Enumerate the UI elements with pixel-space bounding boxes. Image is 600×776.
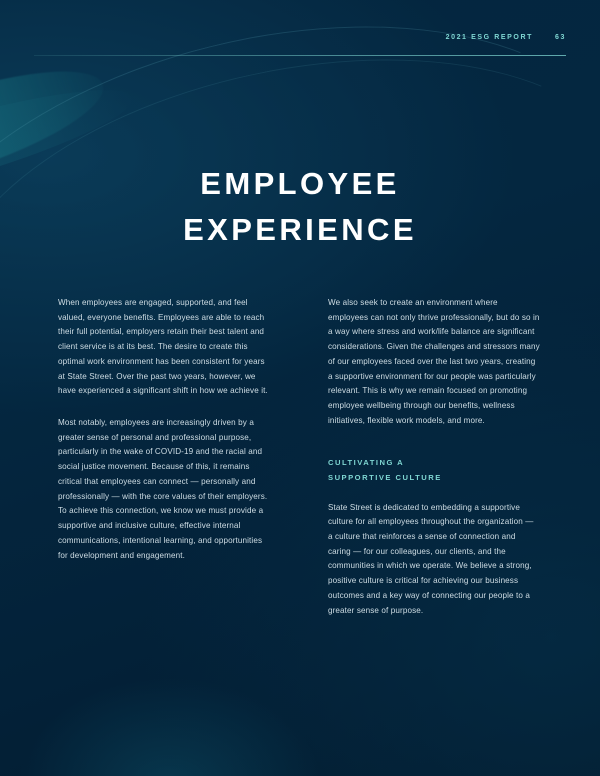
report-label: 2021 ESG REPORT (445, 34, 533, 41)
page-title-line-1: EMPLOYEE (200, 165, 400, 201)
header-divider (34, 55, 566, 56)
right-paragraph-2: State Street is dedicated to embedding a supportive culture for all employees throughout the organization — a culture that reinforces a sense of connection and caring — for our colleagues, our clients, and the communities in which we operate. We believe a strong, positive culture is critical for achieving our business outcomes and a key way of connecting our people to a greater sense of purpose. (328, 502, 534, 615)
decorative-glow-icon (0, 636, 380, 776)
page-header (34, 34, 566, 56)
page-title (0, 161, 600, 253)
left-paragraph-1: When employees are engaged, supported, and feel valued, everyone benefits. Employees are able to reach their full potential, employers retain their best talent and client service is at its best. The desire to create this optimal work environment has been consistent for years at State Street. Over the past two years, however, we have experienced a significant shift in how we achieve it. (58, 298, 268, 396)
page-number: 63 (555, 34, 566, 41)
page-title-line-2: EXPERIENCE (183, 211, 417, 247)
right-column (328, 296, 540, 618)
right-paragraph-1: We also seek to create an environment where employees can not only thrive professionally, but do so in a way where stress and work/life balance are significant considerations. Given the challenges and stressors many of our employees faced over the last two years, creating a supportive environment for our people was particularly relevant. This is why we remain focused on promoting employee wellbeing through our benefits, wellness initiatives, flexible work models, and more. (328, 298, 540, 425)
body-columns (58, 296, 542, 618)
header-meta (446, 34, 566, 41)
left-paragraph-2: Most notably, employees are increasingly driven by a greater sense of personal and professional purpose, particularly in the wake of COVID-19 and the racial and social justice movement. Because of this, it remains critical that employees can connect — personally and professionally — with the core values of their employers. To achieve this connection, we know we must provide a supportive and inclusive culture, effective internal communications, intentional learning, and opportunities for development and engagement. (58, 418, 268, 560)
section-subheading-line-1: CULTIVATING A (328, 458, 405, 468)
section-subheading-line-2: SUPPORTIVE CULTURE (328, 472, 442, 482)
section-subheading (328, 456, 540, 484)
left-column (58, 296, 270, 618)
